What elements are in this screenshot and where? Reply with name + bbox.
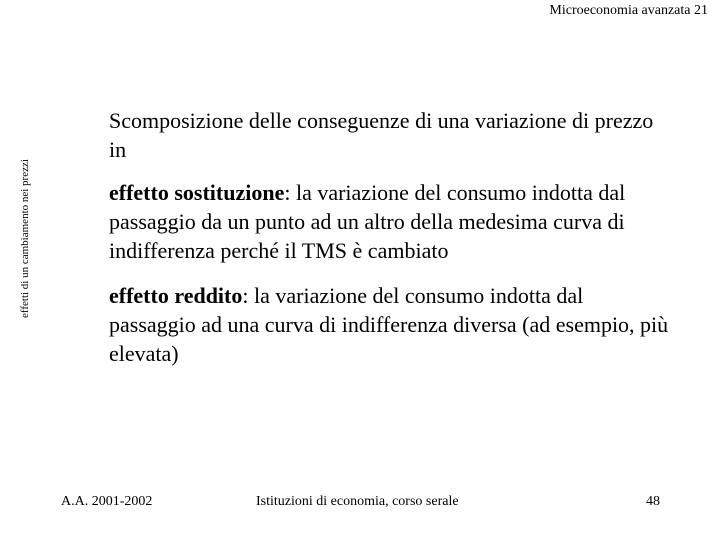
- side-label: effetti di un cambiamento nei prezzi: [19, 159, 31, 318]
- side-label-container: [19, 159, 33, 318]
- definition-substitution-effect: : la variazione del consumo indotta dal passaggio da un punto ad un altro della medesima curva di indifferenza perché il TMS è cambiato: [109, 180, 626, 263]
- bullet-substitution-effect: [109, 178, 669, 265]
- definition-income-effect: : la variazione del consumo indotta dal passaggio ad una curva di indifferenza diversa (ad esempio, più elevata): [109, 283, 669, 366]
- bullet-income-effect: [109, 281, 669, 368]
- footer-course-name: Istituzioni di economia, corso serale: [256, 494, 459, 509]
- slide-header: Microeconomia avanzata 21: [549, 3, 708, 18]
- footer-page-number: 48: [646, 494, 660, 509]
- footer-academic-year: A.A. 2001-2002: [61, 494, 153, 509]
- term-income-effect: effetto reddito: [109, 283, 243, 308]
- term-substitution-effect: effetto sostituzione: [109, 180, 285, 205]
- intro-text: Scomposizione delle conseguenze di una variazione di prezzo in: [109, 108, 654, 162]
